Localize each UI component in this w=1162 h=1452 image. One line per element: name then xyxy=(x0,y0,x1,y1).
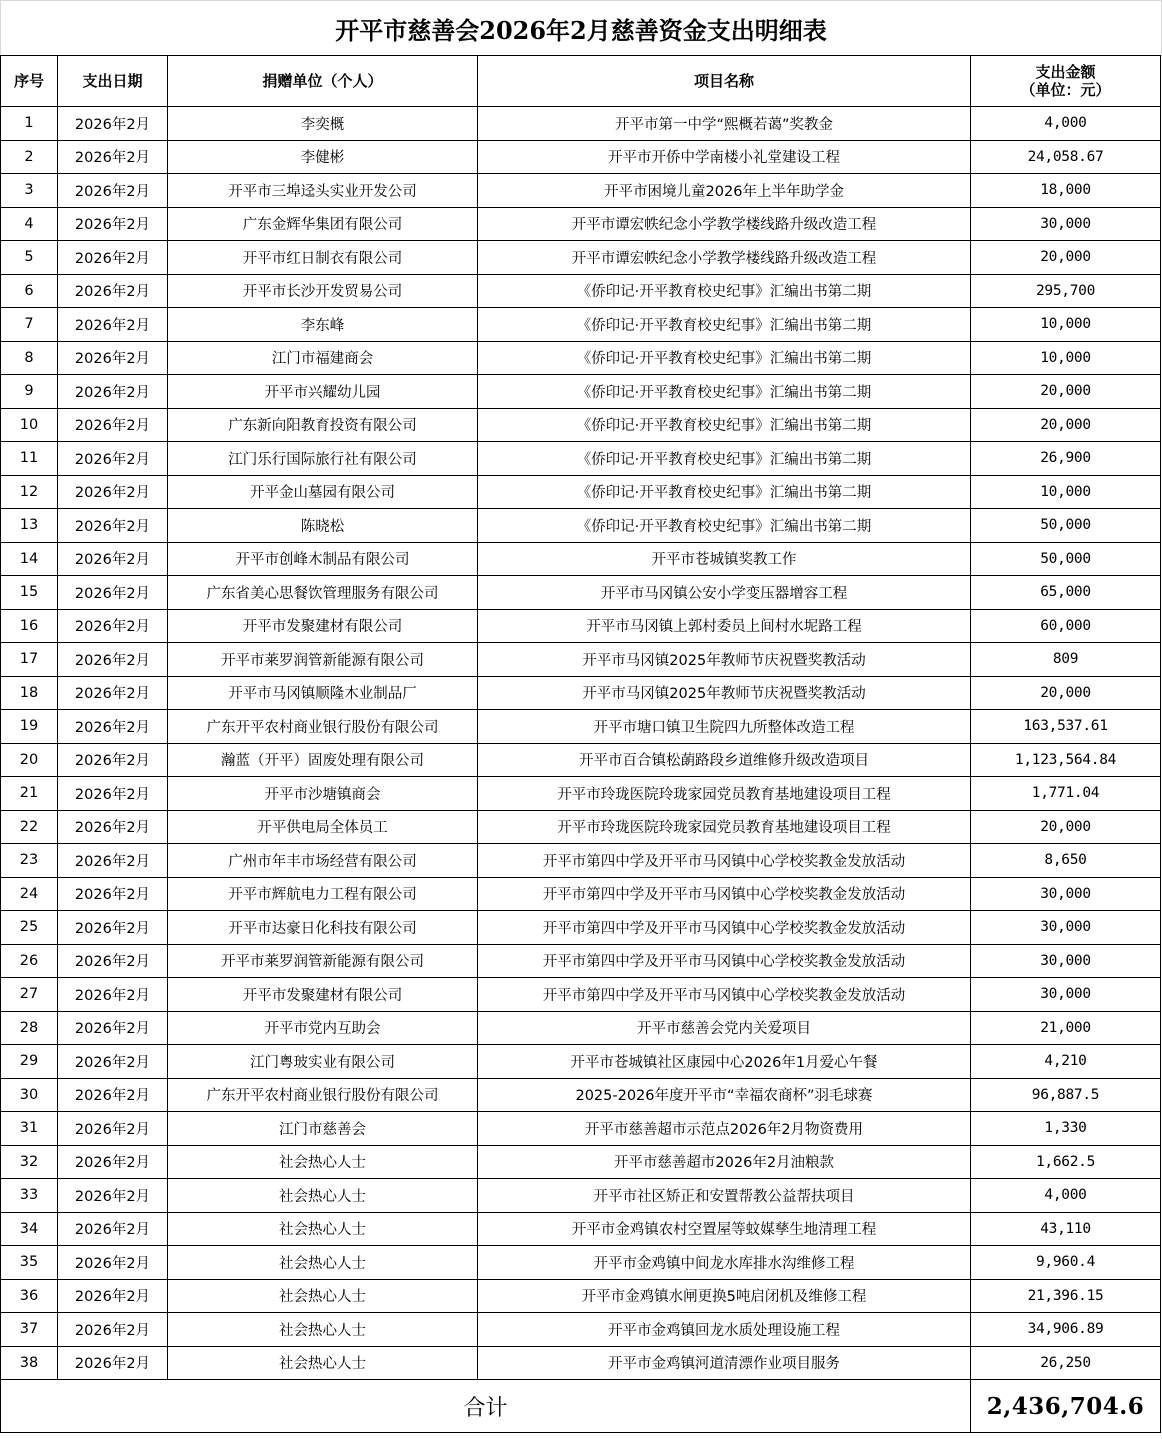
row-donor: 开平市马冈镇顺隆木业制品厂 xyxy=(168,676,478,710)
row-date: 2026年2月 xyxy=(58,1313,168,1347)
row-index: 35 xyxy=(1,1246,58,1280)
row-date: 2026年2月 xyxy=(58,308,168,342)
row-date: 2026年2月 xyxy=(58,643,168,677)
row-donor: 社会热心人士 xyxy=(168,1145,478,1179)
table-row xyxy=(1,341,1161,375)
header-date: 支出日期 xyxy=(58,56,168,107)
row-date: 2026年2月 xyxy=(58,1112,168,1146)
row-amount: 30,000 xyxy=(971,911,1161,945)
row-amount: 60,000 xyxy=(971,609,1161,643)
row-date: 2026年2月 xyxy=(58,1179,168,1213)
row-donor: 开平市长沙开发贸易公司 xyxy=(168,274,478,308)
row-date: 2026年2月 xyxy=(58,1279,168,1313)
row-index: 10 xyxy=(1,408,58,442)
row-donor: 开平市红日制衣有限公司 xyxy=(168,241,478,275)
document-title: 开平市慈善会2026年2月慈善资金支出明细表 xyxy=(0,0,1162,56)
row-amount: 10,000 xyxy=(971,308,1161,342)
row-project: 开平市玲珑医院玲珑家园党员教育基地建设项目工程 xyxy=(478,777,971,811)
row-date: 2026年2月 xyxy=(58,408,168,442)
row-donor: 社会热心人士 xyxy=(168,1179,478,1213)
row-index: 37 xyxy=(1,1313,58,1347)
row-date: 2026年2月 xyxy=(58,509,168,543)
row-project: 开平市谭宏帙纪念小学教学楼线路升级改造工程 xyxy=(478,241,971,275)
row-project: 开平市塘口镇卫生院四九所整体改造工程 xyxy=(478,710,971,744)
total-amount: 2,436,704.6 xyxy=(971,1380,1161,1433)
row-index: 23 xyxy=(1,844,58,878)
row-project: 开平市慈善超市2026年2月油粮款 xyxy=(478,1145,971,1179)
row-amount: 9,960.4 xyxy=(971,1246,1161,1280)
header-row xyxy=(1,56,1161,107)
row-donor: 开平市莱罗润管新能源有限公司 xyxy=(168,643,478,677)
row-date: 2026年2月 xyxy=(58,375,168,409)
row-index: 12 xyxy=(1,475,58,509)
row-donor: 江门乐行国际旅行社有限公司 xyxy=(168,442,478,476)
row-date: 2026年2月 xyxy=(58,442,168,476)
row-date: 2026年2月 xyxy=(58,609,168,643)
table-row xyxy=(1,844,1161,878)
table-row xyxy=(1,207,1161,241)
row-amount: 4,000 xyxy=(971,1179,1161,1213)
row-index: 7 xyxy=(1,308,58,342)
row-date: 2026年2月 xyxy=(58,576,168,610)
row-index: 14 xyxy=(1,542,58,576)
row-date: 2026年2月 xyxy=(58,1145,168,1179)
row-index: 31 xyxy=(1,1112,58,1146)
row-project: 开平市第一中学“熙概若蔼”奖教金 xyxy=(478,107,971,141)
row-project: 开平市玲珑医院玲珑家园党员教育基地建设项目工程 xyxy=(478,810,971,844)
header-donor: 捐赠单位（个人） xyxy=(168,56,478,107)
table-body xyxy=(1,107,1161,1380)
row-donor: 开平市沙塘镇商会 xyxy=(168,777,478,811)
row-amount: 809 xyxy=(971,643,1161,677)
row-project: 开平市苍城镇奖教工作 xyxy=(478,542,971,576)
row-amount: 163,537.61 xyxy=(971,710,1161,744)
table-row xyxy=(1,1279,1161,1313)
row-amount: 8,650 xyxy=(971,844,1161,878)
row-donor: 开平供电局全体员工 xyxy=(168,810,478,844)
row-index: 26 xyxy=(1,944,58,978)
table-row xyxy=(1,1313,1161,1347)
row-donor: 开平市莱罗润管新能源有限公司 xyxy=(168,944,478,978)
row-date: 2026年2月 xyxy=(58,1212,168,1246)
row-donor: 社会热心人士 xyxy=(168,1212,478,1246)
table-row xyxy=(1,944,1161,978)
row-index: 36 xyxy=(1,1279,58,1313)
row-index: 1 xyxy=(1,107,58,141)
row-donor: 广东新向阳教育投资有限公司 xyxy=(168,408,478,442)
row-donor: 开平市党内互助会 xyxy=(168,1011,478,1045)
row-donor: 江门市福建商会 xyxy=(168,341,478,375)
row-donor: 李东峰 xyxy=(168,308,478,342)
row-amount: 21,396.15 xyxy=(971,1279,1161,1313)
row-index: 2 xyxy=(1,140,58,174)
row-index: 17 xyxy=(1,643,58,677)
row-project: 开平市金鸡镇回龙水质处理设施工程 xyxy=(478,1313,971,1347)
row-donor: 社会热心人士 xyxy=(168,1279,478,1313)
row-project: 《侨印记·开平教育校史纪事》汇编出书第二期 xyxy=(478,475,971,509)
total-label: 合计 xyxy=(1,1380,971,1433)
row-amount: 65,000 xyxy=(971,576,1161,610)
row-date: 2026年2月 xyxy=(58,877,168,911)
row-amount: 21,000 xyxy=(971,1011,1161,1045)
row-donor: 江门粤玻实业有限公司 xyxy=(168,1045,478,1079)
table-row xyxy=(1,1078,1161,1112)
table-row xyxy=(1,777,1161,811)
row-index: 11 xyxy=(1,442,58,476)
row-project: 开平市金鸡镇河道清漂作业项目服务 xyxy=(478,1346,971,1380)
row-project: 《侨印记·开平教育校史纪事》汇编出书第二期 xyxy=(478,375,971,409)
row-project: 开平市社区矫正和安置帮教公益帮扶项目 xyxy=(478,1179,971,1213)
row-amount: 43,110 xyxy=(971,1212,1161,1246)
table-row xyxy=(1,274,1161,308)
row-donor: 瀚蓝（开平）固废处理有限公司 xyxy=(168,743,478,777)
row-amount: 295,700 xyxy=(971,274,1161,308)
header-project: 项目名称 xyxy=(478,56,971,107)
row-project: 开平市百合镇松蓢路段乡道维修升级改造项目 xyxy=(478,743,971,777)
row-donor: 社会热心人士 xyxy=(168,1346,478,1380)
row-project: 开平市马冈镇2025年教师节庆祝暨奖教活动 xyxy=(478,676,971,710)
row-donor: 开平金山墓园有限公司 xyxy=(168,475,478,509)
row-project: 开平市开侨中学南楼小礼堂建设工程 xyxy=(478,140,971,174)
row-index: 28 xyxy=(1,1011,58,1045)
row-donor: 李奕概 xyxy=(168,107,478,141)
table-row xyxy=(1,308,1161,342)
row-index: 32 xyxy=(1,1145,58,1179)
row-project: 《侨印记·开平教育校史纪事》汇编出书第二期 xyxy=(478,442,971,476)
row-index: 18 xyxy=(1,676,58,710)
row-project: 《侨印记·开平教育校史纪事》汇编出书第二期 xyxy=(478,408,971,442)
table-row xyxy=(1,542,1161,576)
row-date: 2026年2月 xyxy=(58,341,168,375)
row-donor: 开平市创峰木制品有限公司 xyxy=(168,542,478,576)
row-project: 开平市金鸡镇中间龙水库排水沟维修工程 xyxy=(478,1246,971,1280)
table-row xyxy=(1,710,1161,744)
table-row xyxy=(1,1112,1161,1146)
header-index: 序号 xyxy=(1,56,58,107)
row-index: 13 xyxy=(1,509,58,543)
row-index: 30 xyxy=(1,1078,58,1112)
row-amount: 24,058.67 xyxy=(971,140,1161,174)
row-date: 2026年2月 xyxy=(58,1011,168,1045)
row-project: 开平市金鸡镇农村空置屋等蚊媒孳生地清理工程 xyxy=(478,1212,971,1246)
row-index: 22 xyxy=(1,810,58,844)
row-project: 开平市马冈镇上郭村委员上间村水坭路工程 xyxy=(478,609,971,643)
row-donor: 广东省美心思餐饮管理服务有限公司 xyxy=(168,576,478,610)
table-row xyxy=(1,140,1161,174)
row-date: 2026年2月 xyxy=(58,978,168,1012)
row-amount: 18,000 xyxy=(971,174,1161,208)
row-donor: 开平市达豪日化科技有限公司 xyxy=(168,911,478,945)
table-row xyxy=(1,241,1161,275)
header-amount-line1: 支出金额 xyxy=(1035,63,1096,81)
row-project: 开平市慈善会党内关爱项目 xyxy=(478,1011,971,1045)
row-index: 29 xyxy=(1,1045,58,1079)
row-project: 《侨印记·开平教育校史纪事》汇编出书第二期 xyxy=(478,308,971,342)
row-index: 9 xyxy=(1,375,58,409)
row-amount: 26,900 xyxy=(971,442,1161,476)
row-project: 开平市金鸡镇水闸更换5吨启闭机及维修工程 xyxy=(478,1279,971,1313)
row-date: 2026年2月 xyxy=(58,241,168,275)
row-date: 2026年2月 xyxy=(58,1346,168,1380)
table-row xyxy=(1,375,1161,409)
table-row xyxy=(1,1212,1161,1246)
row-date: 2026年2月 xyxy=(58,475,168,509)
table-row xyxy=(1,1346,1161,1380)
row-amount: 30,000 xyxy=(971,207,1161,241)
row-date: 2026年2月 xyxy=(58,174,168,208)
row-index: 34 xyxy=(1,1212,58,1246)
row-donor: 开平市发聚建材有限公司 xyxy=(168,609,478,643)
row-project: 《侨印记·开平教育校史纪事》汇编出书第二期 xyxy=(478,341,971,375)
row-index: 15 xyxy=(1,576,58,610)
row-index: 38 xyxy=(1,1346,58,1380)
row-project: 开平市第四中学及开平市马冈镇中心学校奖教金发放活动 xyxy=(478,978,971,1012)
row-project: 开平市马冈镇2025年教师节庆祝暨奖教活动 xyxy=(478,643,971,677)
table-row xyxy=(1,107,1161,141)
table-row xyxy=(1,978,1161,1012)
row-project: 《侨印记·开平教育校史纪事》汇编出书第二期 xyxy=(478,274,971,308)
row-amount: 4,210 xyxy=(971,1045,1161,1079)
row-index: 24 xyxy=(1,877,58,911)
table-row xyxy=(1,810,1161,844)
row-date: 2026年2月 xyxy=(58,140,168,174)
table-row xyxy=(1,1011,1161,1045)
row-amount: 1,662.5 xyxy=(971,1145,1161,1179)
row-donor: 开平市发聚建材有限公司 xyxy=(168,978,478,1012)
row-amount: 20,000 xyxy=(971,810,1161,844)
row-project: 开平市苍城镇社区康园中心2026年1月爱心午餐 xyxy=(478,1045,971,1079)
row-amount: 20,000 xyxy=(971,241,1161,275)
row-donor: 广东金辉华集团有限公司 xyxy=(168,207,478,241)
row-amount: 30,000 xyxy=(971,877,1161,911)
row-amount: 4,000 xyxy=(971,107,1161,141)
table-row xyxy=(1,475,1161,509)
row-donor: 社会热心人士 xyxy=(168,1246,478,1280)
table-row xyxy=(1,877,1161,911)
table-row xyxy=(1,1045,1161,1079)
row-date: 2026年2月 xyxy=(58,1045,168,1079)
row-project: 开平市困境儿童2026年上半年助学金 xyxy=(478,174,971,208)
row-index: 8 xyxy=(1,341,58,375)
row-date: 2026年2月 xyxy=(58,274,168,308)
row-amount: 30,000 xyxy=(971,944,1161,978)
row-donor: 开平市三埠迳头实业开发公司 xyxy=(168,174,478,208)
row-index: 21 xyxy=(1,777,58,811)
row-project: 2025-2026年度开平市“幸福农商杯”羽毛球赛 xyxy=(478,1078,971,1112)
expense-table xyxy=(0,55,1161,1433)
row-index: 4 xyxy=(1,207,58,241)
row-amount: 96,887.5 xyxy=(971,1078,1161,1112)
row-project: 开平市第四中学及开平市马冈镇中心学校奖教金发放活动 xyxy=(478,911,971,945)
row-amount: 50,000 xyxy=(971,509,1161,543)
row-amount: 30,000 xyxy=(971,978,1161,1012)
row-amount: 1,771.04 xyxy=(971,777,1161,811)
row-index: 25 xyxy=(1,911,58,945)
table-row xyxy=(1,676,1161,710)
row-date: 2026年2月 xyxy=(58,777,168,811)
row-donor: 江门市慈善会 xyxy=(168,1112,478,1146)
row-index: 5 xyxy=(1,241,58,275)
table-row xyxy=(1,576,1161,610)
row-project: 开平市谭宏帙纪念小学教学楼线路升级改造工程 xyxy=(478,207,971,241)
row-date: 2026年2月 xyxy=(58,911,168,945)
row-date: 2026年2月 xyxy=(58,1078,168,1112)
row-date: 2026年2月 xyxy=(58,944,168,978)
table-row xyxy=(1,743,1161,777)
table-row xyxy=(1,911,1161,945)
table-row xyxy=(1,174,1161,208)
row-amount: 26,250 xyxy=(971,1346,1161,1380)
row-project: 开平市第四中学及开平市马冈镇中心学校奖教金发放活动 xyxy=(478,944,971,978)
row-amount: 20,000 xyxy=(971,375,1161,409)
row-donor: 陈晓松 xyxy=(168,509,478,543)
row-index: 3 xyxy=(1,174,58,208)
header-amount-line2: （单位：元） xyxy=(1020,81,1111,99)
row-donor: 李健彬 xyxy=(168,140,478,174)
table-row xyxy=(1,609,1161,643)
row-date: 2026年2月 xyxy=(58,207,168,241)
row-project: 开平市马冈镇公安小学变压器增容工程 xyxy=(478,576,971,610)
row-project: 开平市第四中学及开平市马冈镇中心学校奖教金发放活动 xyxy=(478,877,971,911)
row-amount: 10,000 xyxy=(971,341,1161,375)
table-row xyxy=(1,442,1161,476)
row-date: 2026年2月 xyxy=(58,542,168,576)
row-donor: 广州市年丰市场经营有限公司 xyxy=(168,844,478,878)
row-index: 16 xyxy=(1,609,58,643)
row-amount: 10,000 xyxy=(971,475,1161,509)
row-project: 开平市慈善超市示范点2026年2月物资费用 xyxy=(478,1112,971,1146)
table-row xyxy=(1,1246,1161,1280)
row-amount: 1,330 xyxy=(971,1112,1161,1146)
total-row xyxy=(1,1380,1161,1433)
row-index: 19 xyxy=(1,710,58,744)
row-index: 20 xyxy=(1,743,58,777)
header-amount xyxy=(971,56,1161,107)
row-index: 27 xyxy=(1,978,58,1012)
row-project: 《侨印记·开平教育校史纪事》汇编出书第二期 xyxy=(478,509,971,543)
row-amount: 34,906.89 xyxy=(971,1313,1161,1347)
row-date: 2026年2月 xyxy=(58,844,168,878)
row-index: 6 xyxy=(1,274,58,308)
table-row xyxy=(1,408,1161,442)
table-row xyxy=(1,1145,1161,1179)
row-date: 2026年2月 xyxy=(58,710,168,744)
row-donor: 开平市兴耀幼儿园 xyxy=(168,375,478,409)
row-donor: 社会热心人士 xyxy=(168,1313,478,1347)
row-donor: 开平市辉航电力工程有限公司 xyxy=(168,877,478,911)
table-row xyxy=(1,1179,1161,1213)
row-date: 2026年2月 xyxy=(58,743,168,777)
row-donor: 广东开平农村商业银行股份有限公司 xyxy=(168,1078,478,1112)
row-date: 2026年2月 xyxy=(58,1246,168,1280)
table-row xyxy=(1,643,1161,677)
row-date: 2026年2月 xyxy=(58,107,168,141)
row-amount: 50,000 xyxy=(971,542,1161,576)
row-project: 开平市第四中学及开平市马冈镇中心学校奖教金发放活动 xyxy=(478,844,971,878)
row-date: 2026年2月 xyxy=(58,810,168,844)
row-amount: 20,000 xyxy=(971,408,1161,442)
row-amount: 20,000 xyxy=(971,676,1161,710)
table-row xyxy=(1,509,1161,543)
row-amount: 1,123,564.84 xyxy=(971,743,1161,777)
row-donor: 广东开平农村商业银行股份有限公司 xyxy=(168,710,478,744)
row-date: 2026年2月 xyxy=(58,676,168,710)
row-index: 33 xyxy=(1,1179,58,1213)
